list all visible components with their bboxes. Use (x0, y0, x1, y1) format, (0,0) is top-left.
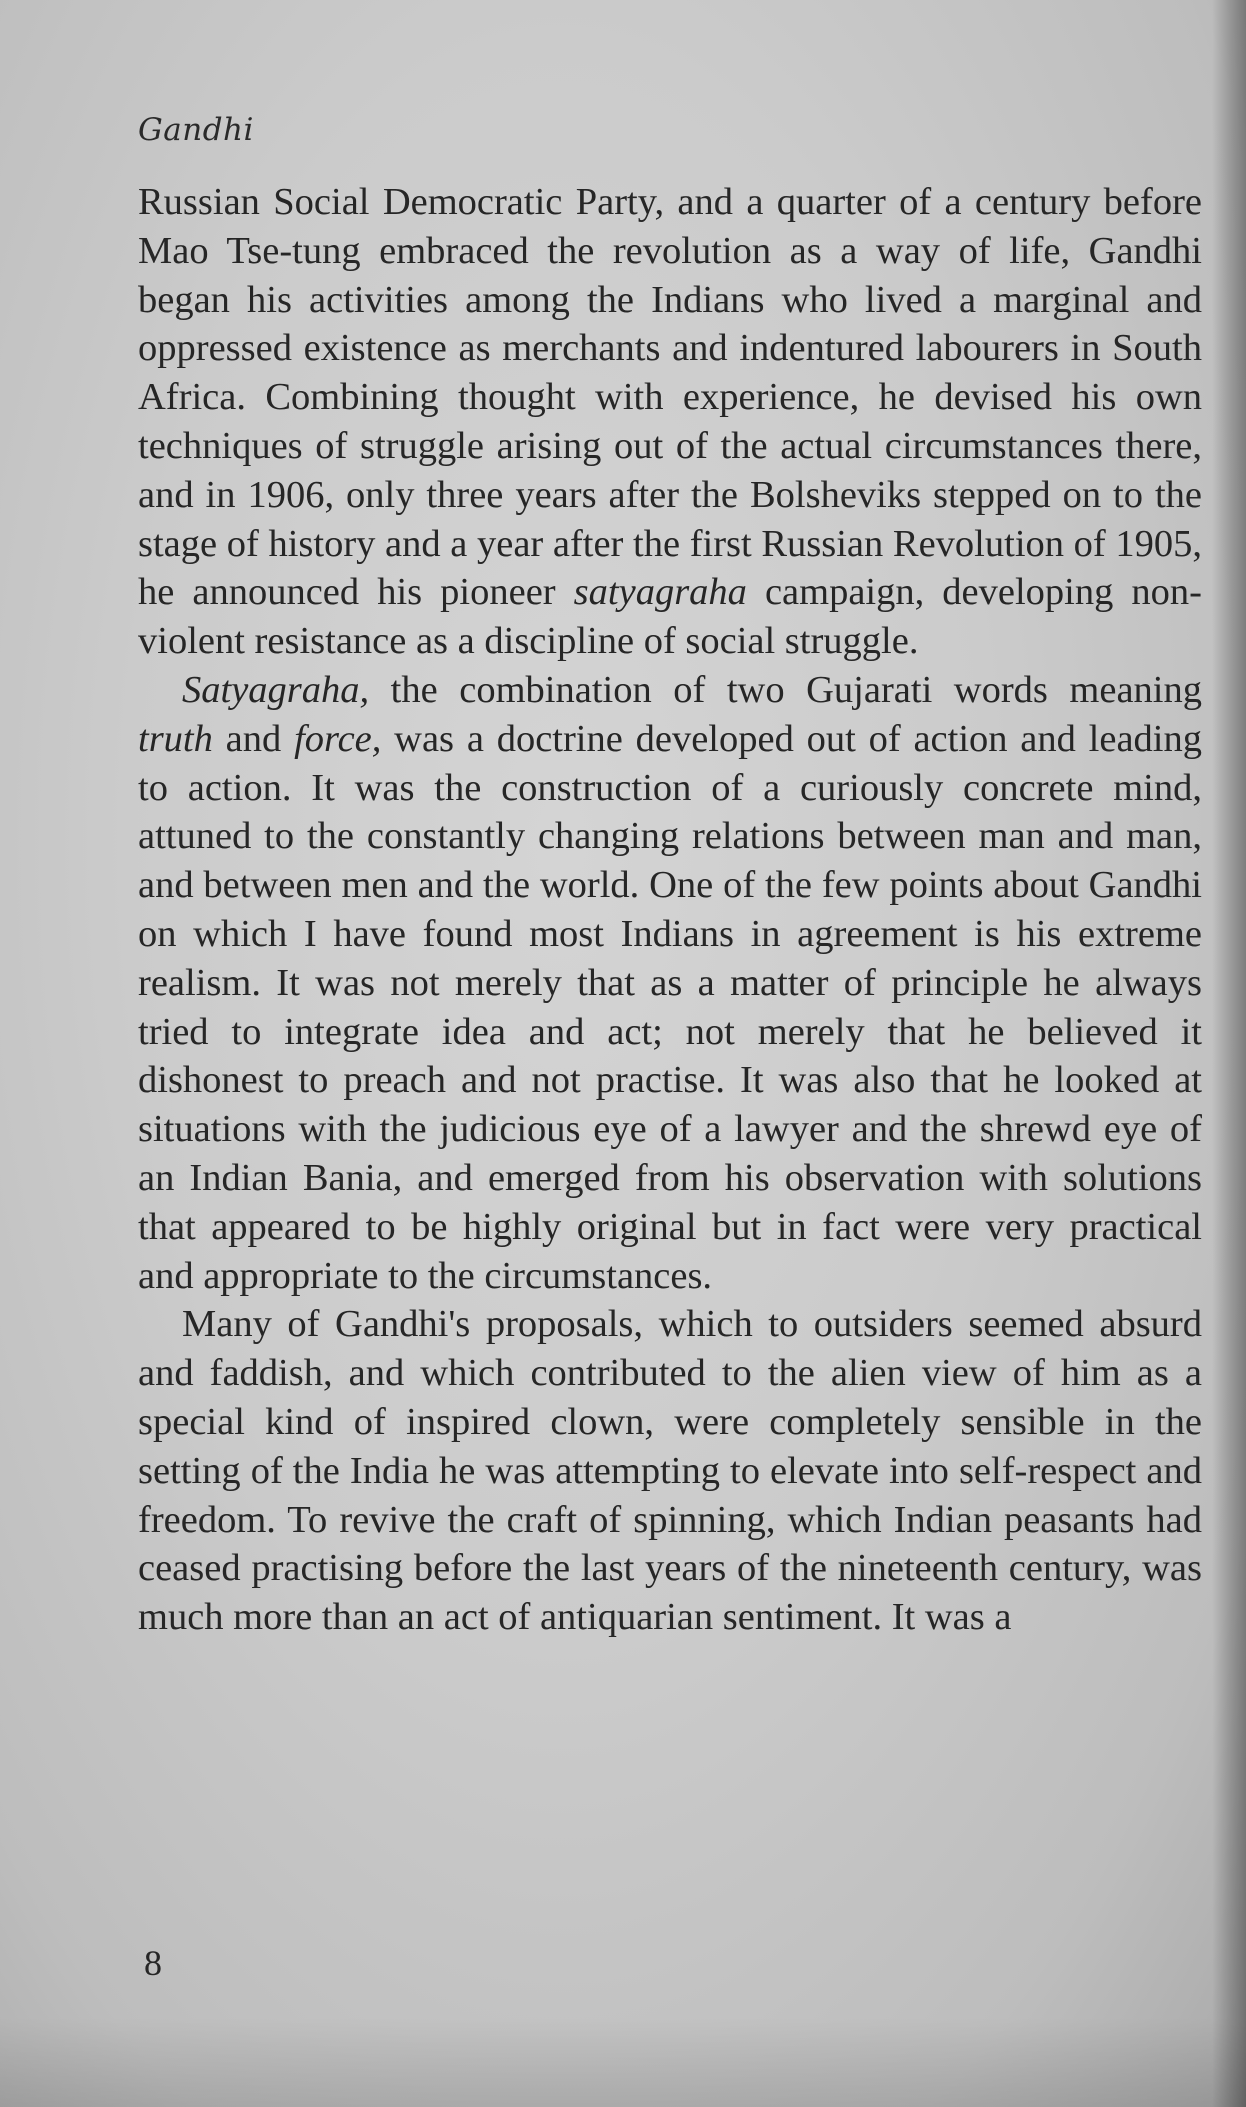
running-head: Gandhi (138, 112, 254, 148)
text-run: was a doctrine developed out of action and leading to action. It was the construction of a curiously concrete mind, attuned to the constantly changing relations between man and man, and between men and the world. One of the few points about Gandhi on which I have found most Indians in agreement is his extreme realism. It was not merely that as a matter of principle he always tried to integrate idea and act; not merely that he believed it dishonest to preach and not practise. It was also that he looked at situations with the judicious eye of a lawyer and the shrewd eye of an Indian Bania, and emerged from his observation with solutions that appeared to be highly original but in fact were very practical and appropriate to the circumstances. (138, 717, 1203, 1297)
text-run: campaign, developing non-violent resistance as a discipline of social struggle. (138, 571, 1202, 663)
bottom-shadow (0, 2017, 1246, 2107)
paragraph (138, 178, 1202, 666)
italic-text: truth (138, 717, 213, 760)
paragraph (138, 666, 1202, 1300)
text-run: and (212, 717, 295, 760)
text-run: the combination of two Gujarati words meaning (369, 668, 1202, 711)
page-number: 8 (144, 1943, 162, 1983)
italic-text: force, (294, 717, 382, 760)
italic-text: Satyagraha, (182, 668, 370, 711)
text-run: Russian Social Democratic Party, and a quarter of a century before Mao Tse-tung embraced the revolution as a way of life, Gandhi began his activities among the Indians who lived a marginal and oppressed existence as merchants and indentured labourers in South Africa. Combining thought with experience, he devised his own techniques of struggle arising out of the actual circumstances there, and in 1906, only three years after the Bolsheviks stepped on to the stage of history and a year after the first Russian Revolution of 1905, he announced his pioneer (138, 181, 1202, 614)
italic-text: satyagraha (573, 571, 747, 614)
paragraph (138, 1300, 1202, 1642)
spine-shadow (1212, 0, 1246, 2107)
text-run: Many of Gandhi's proposals, which to outsiders seemed absurd and faddish, and which contributed to the alien view of him as a special kind of inspired clown, were completely sensible in the setting of the India he was attempting to elevate into self-respect and freedom. To revive the craft of spinning, which Indian peasants had ceased practising before the last years of the nineteenth century, was much more than an act of antiquarian sentiment. It was a (138, 1303, 1202, 1639)
body-text (138, 178, 1202, 1642)
